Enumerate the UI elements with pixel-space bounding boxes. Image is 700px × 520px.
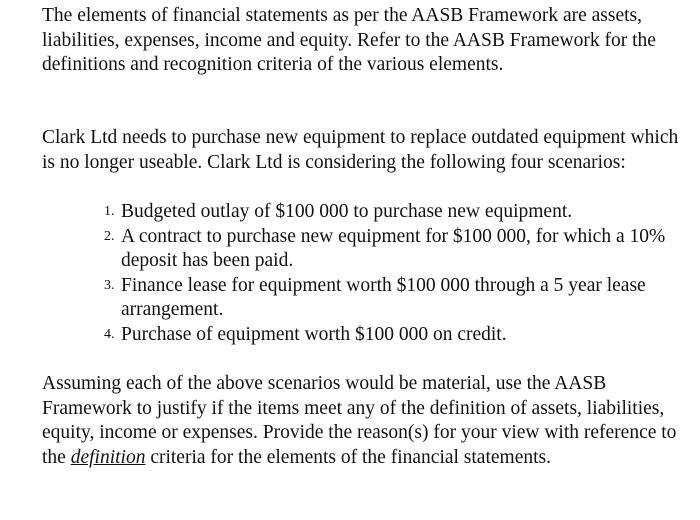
scenario-item-1 xyxy=(104,200,684,225)
scenario-list xyxy=(104,200,684,347)
scenario-text: Purchase of equipment worth $100 000 on credit. xyxy=(121,323,507,345)
scenario-number: 1. xyxy=(104,204,115,219)
question-paragraph xyxy=(42,372,682,470)
intro-paragraph: The elements of financial statements as per the AASB Framework are assets, liabilities, expenses, income and equity. Refer to the AASB Framework for the definitions and recognition criteria of the various elements. xyxy=(42,5,656,75)
scenario-number: 3. xyxy=(104,277,115,293)
scenario-text: Budgeted outlay of $100 000 to purchase new equipment. xyxy=(121,201,573,222)
scenario-item-2 xyxy=(104,225,684,274)
definition-emphasis: definition xyxy=(70,446,146,468)
question-text-before: Assuming each of the above scenarios would be material, use the AASB Framework to justify if the items meet any of the definition of assets, liabilities, equity, income or expenses. Provide the reason(s) for your view with reference to the xyxy=(42,373,677,468)
scenario-item-3 xyxy=(104,274,684,323)
scenario-text: A contract to purchase new equipment for $100 000, for which a 10% deposit has been paid. xyxy=(121,225,666,271)
scenario-item-4 xyxy=(104,323,684,348)
scenario-text: Finance lease for equipment worth $100 000 through a 5 year lease arrangement. xyxy=(121,274,646,320)
context-paragraph: Clark Ltd needs to purchase new equipment to replace outdated equipment which is no longer useable. Clark Ltd is considering the following four scenarios: xyxy=(42,127,679,173)
question-text-after: criteria for the elements of the financial statements. xyxy=(145,446,551,468)
scenario-number: 4. xyxy=(104,326,115,342)
scenario-number: 2. xyxy=(104,228,115,244)
